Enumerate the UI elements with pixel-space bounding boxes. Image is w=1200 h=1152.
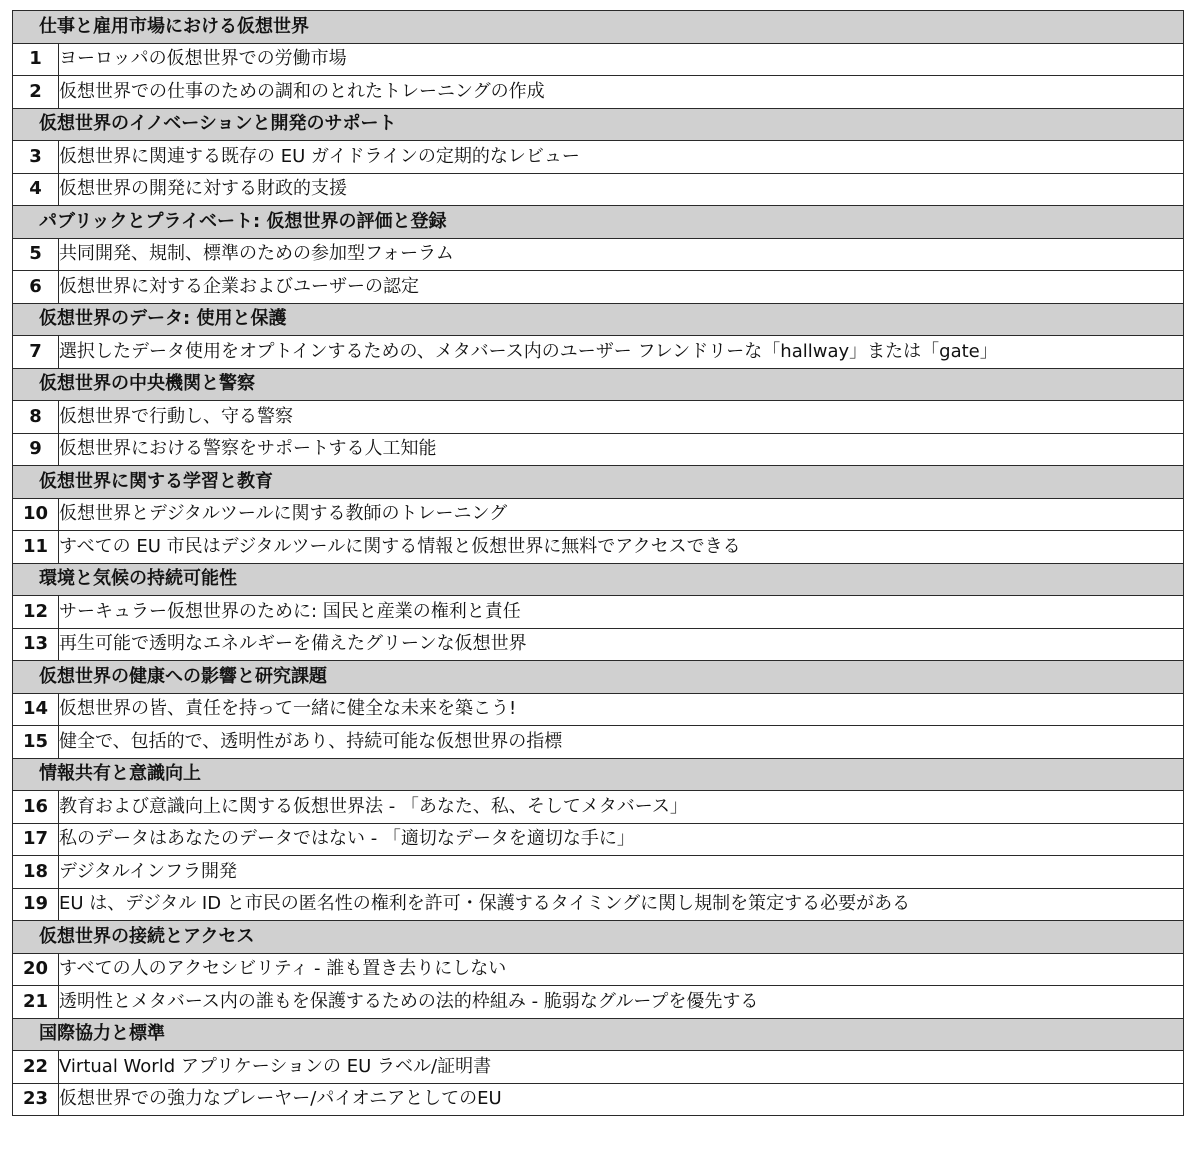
table-row	[13, 856, 1184, 889]
table-row	[13, 823, 1184, 856]
item-text: 私のデータはあなたのデータではない - 「適切なデータを適切な手に」	[59, 823, 1184, 856]
item-text: 仮想世界における警察をサポートする人工知能	[59, 433, 1184, 466]
section-header-row	[13, 206, 1184, 239]
item-number: 14	[13, 693, 59, 726]
table-row	[13, 498, 1184, 531]
item-text: 再生可能で透明なエネルギーを備えたグリーンな仮想世界	[59, 628, 1184, 661]
section-header-row	[13, 466, 1184, 499]
item-number: 15	[13, 726, 59, 759]
section-header-row	[13, 758, 1184, 791]
item-text: 健全で、包括的で、透明性があり、持続可能な仮想世界の指標	[59, 726, 1184, 759]
item-number: 19	[13, 888, 59, 921]
item-number: 9	[13, 433, 59, 466]
section-title: 仮想世界の健康への影響と研究課題	[13, 661, 1184, 694]
item-number: 2	[13, 76, 59, 109]
table-row	[13, 791, 1184, 824]
item-number: 5	[13, 238, 59, 271]
section-title: 仕事と雇用市場における仮想世界	[13, 11, 1184, 44]
item-text: 仮想世界での強力なプレーヤー/パイオニアとしてのEU	[59, 1083, 1184, 1116]
table-row	[13, 888, 1184, 921]
section-title: 仮想世界の接続とアクセス	[13, 921, 1184, 954]
item-number: 22	[13, 1051, 59, 1084]
item-text: すべての人のアクセシビリティ - 誰も置き去りにしない	[59, 953, 1184, 986]
section-title: 仮想世界に関する学習と教育	[13, 466, 1184, 499]
section-header-row	[13, 303, 1184, 336]
table-row	[13, 173, 1184, 206]
item-number: 3	[13, 141, 59, 174]
section-title: パブリックとプライベート: 仮想世界の評価と登録	[13, 206, 1184, 239]
section-header-row	[13, 368, 1184, 401]
section-header-row	[13, 108, 1184, 141]
section-title: 仮想世界のデータ: 使用と保護	[13, 303, 1184, 336]
item-text: 仮想世界の開発に対する財政的支援	[59, 173, 1184, 206]
section-title: 仮想世界の中央機関と警察	[13, 368, 1184, 401]
item-number: 13	[13, 628, 59, 661]
table-row	[13, 726, 1184, 759]
table-row	[13, 531, 1184, 564]
section-title: 情報共有と意識向上	[13, 758, 1184, 791]
table-row	[13, 238, 1184, 271]
section-header-row	[13, 661, 1184, 694]
table-row	[13, 271, 1184, 304]
table-row	[13, 43, 1184, 76]
item-number: 18	[13, 856, 59, 889]
table-row	[13, 1083, 1184, 1116]
item-number: 1	[13, 43, 59, 76]
table-row	[13, 596, 1184, 629]
table-row	[13, 1051, 1184, 1084]
item-text: 仮想世界とデジタルツールに関する教師のトレーニング	[59, 498, 1184, 531]
recommendations-table	[12, 10, 1184, 1116]
table-row	[13, 433, 1184, 466]
item-text: 仮想世界で行動し、守る警察	[59, 401, 1184, 434]
item-text: 仮想世界の皆、責任を持って一緒に健全な未来を築こう!	[59, 693, 1184, 726]
item-text: EU は、デジタル ID と市民の匿名性の権利を許可・保護するタイミングに関し規制を策定する必要がある	[59, 888, 1184, 921]
item-text: デジタルインフラ開発	[59, 856, 1184, 889]
item-number: 20	[13, 953, 59, 986]
item-text: 教育および意識向上に関する仮想世界法 - 「あなた、私、そしてメタバース」	[59, 791, 1184, 824]
table-row	[13, 76, 1184, 109]
item-number: 10	[13, 498, 59, 531]
recommendations-table-body	[13, 11, 1184, 1116]
table-row	[13, 141, 1184, 174]
table-row	[13, 953, 1184, 986]
section-header-row	[13, 921, 1184, 954]
item-number: 7	[13, 336, 59, 369]
item-text: すべての EU 市民はデジタルツールに関する情報と仮想世界に無料でアクセスできる	[59, 531, 1184, 564]
item-number: 6	[13, 271, 59, 304]
item-number: 8	[13, 401, 59, 434]
table-row	[13, 986, 1184, 1019]
section-title: 仮想世界のイノベーションと開発のサポート	[13, 108, 1184, 141]
item-text: 選択したデータ使用をオプトインするための、メタバース内のユーザー フレンドリーな「hallway」または「gate」	[59, 336, 1184, 369]
item-text: 仮想世界に対する企業およびユーザーの認定	[59, 271, 1184, 304]
item-number: 23	[13, 1083, 59, 1116]
item-number: 4	[13, 173, 59, 206]
item-text: ヨーロッパの仮想世界での労働市場	[59, 43, 1184, 76]
item-number: 16	[13, 791, 59, 824]
table-row	[13, 336, 1184, 369]
item-text: サーキュラー仮想世界のために: 国民と産業の権利と責任	[59, 596, 1184, 629]
item-number: 21	[13, 986, 59, 1019]
table-row	[13, 693, 1184, 726]
item-number: 12	[13, 596, 59, 629]
item-text: 仮想世界での仕事のための調和のとれたトレーニングの作成	[59, 76, 1184, 109]
section-title: 環境と気候の持続可能性	[13, 563, 1184, 596]
table-row	[13, 628, 1184, 661]
item-text: 透明性とメタバース内の誰もを保護するための法的枠組み - 脆弱なグループを優先する	[59, 986, 1184, 1019]
item-number: 17	[13, 823, 59, 856]
item-text: 共同開発、規制、標準のための参加型フォーラム	[59, 238, 1184, 271]
section-header-row	[13, 1018, 1184, 1051]
section-title: 国際協力と標準	[13, 1018, 1184, 1051]
item-text: Virtual World アプリケーションの EU ラベル/証明書	[59, 1051, 1184, 1084]
item-number: 11	[13, 531, 59, 564]
table-row	[13, 401, 1184, 434]
section-header-row	[13, 11, 1184, 44]
section-header-row	[13, 563, 1184, 596]
item-text: 仮想世界に関連する既存の EU ガイドラインの定期的なレビュー	[59, 141, 1184, 174]
